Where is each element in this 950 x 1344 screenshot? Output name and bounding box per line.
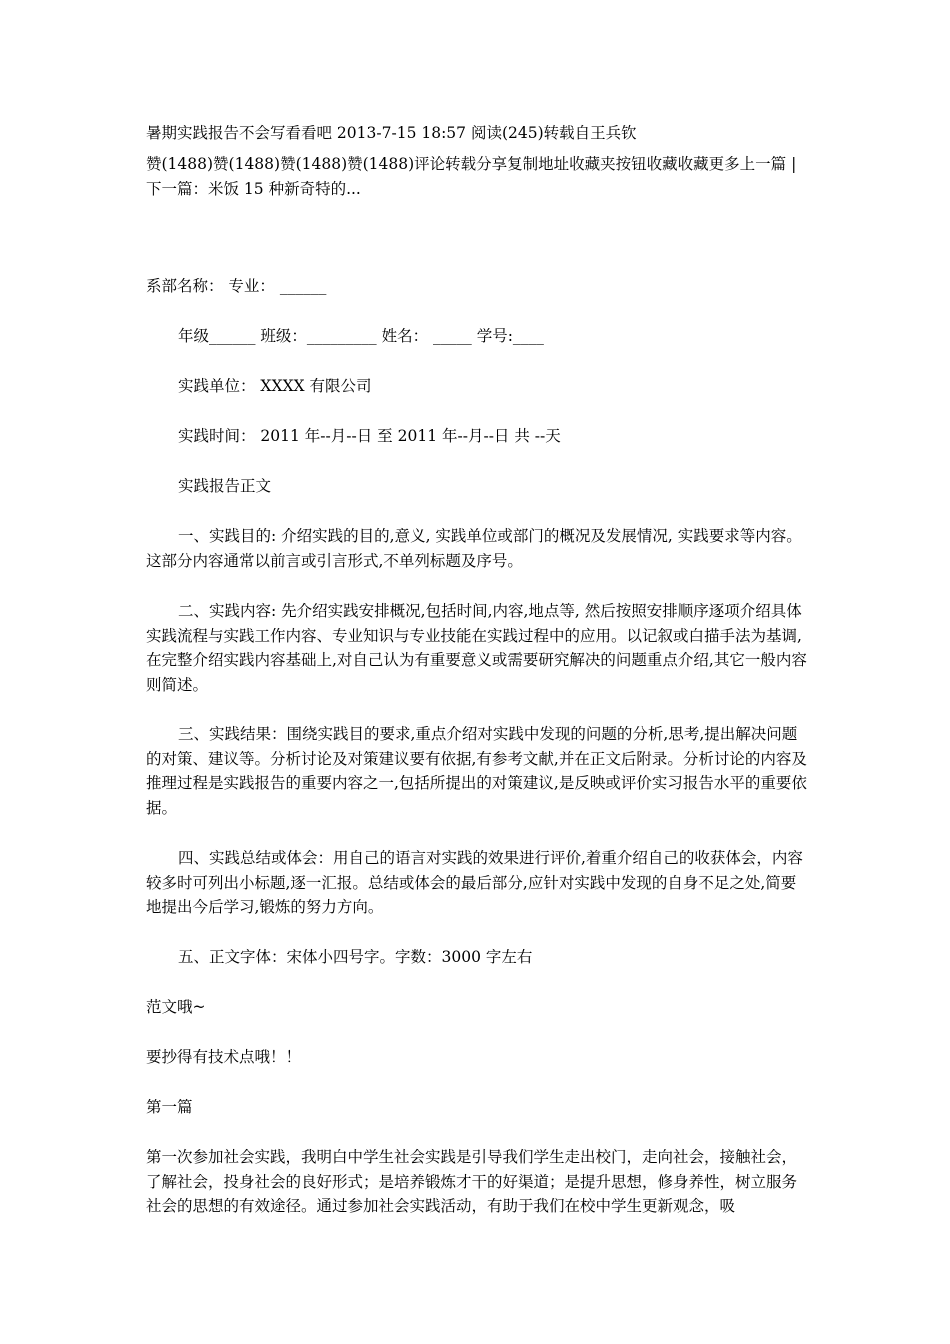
section-results: 三、实践结果：围绕实践目的要求,重点介绍对实践中发现的问题的分析,思考,提出解决问题的对策、建议等。分析讨论及对策建议要有依据,有参考文献,并在正文后附录。分析讨论的内容及推理过程是实践报告的重要内容之一,包括所提出的对策建议,是反映或评价实习报告水平的重要依据。 <box>146 725 807 817</box>
section-purpose: 一、实践目的: 介绍实践的目的,意义, 实践单位或部门的概况及发展情况, 实践要求等内容。这部分内容通常以前言或引言形式,不单列标题及序号。 <box>146 527 802 570</box>
section-summary: 四、实践总结或体会：用自己的语言对实践的效果进行评价,着重介绍自己的收获体会，内容较多时可列出小标题,逐一汇报。总结或体会的最后部分,应针对实践中发现的自身不足之处,简要地提出今后学习,锻炼的努力方向。 <box>146 849 803 916</box>
dept-line: 系部名称： 专业： ______ <box>146 277 327 295</box>
header-line-2: 赞(1488)赞(1488)赞(1488)赞(1488)评论转载分享复制地址收藏夹按钮收藏收藏更多上一篇 | 下一篇：米饭 15 种新奇特的... <box>146 155 802 198</box>
section-font: 五、正文字体：宋体小四号字。字数：3000 字左右 <box>178 948 533 966</box>
section-content: 二、实践内容: 先介绍实践安排概况,包括时间,内容,地点等, 然后按照安排顺序逐项介绍具体实践流程与实践工作内容、专业知识与专业技能在实践过程中的应用。以记叙或白描手法为基调,在完整介绍实践内容基础上,对自己认为有重要意义或需要研究解决的问题重点介绍,其它一般内容则简述。 <box>146 602 807 694</box>
chapter-title: 第一篇 <box>146 1098 193 1116</box>
essay-paragraph: 第一次参加社会实践，我明白中学生社会实践是引导我们学生走出校门，走向社会，接触社会，了解社会，投身社会的良好形式；是培养锻炼才干的好渠道；是提升思想，修身养性，树立服务社会的思想的有效途径。通过参加社会实践活动，有助于我们在校中学生更新观念，吸 <box>146 1148 798 1215</box>
sample-note: 范文哦~ <box>146 998 206 1016</box>
tip-note: 要抄得有技术点哦！！ <box>146 1048 302 1066</box>
header-line-1: 暑期实践报告不会写看看吧 2013-7-15 18:57 阅读(245)转载自王兵钦 <box>146 124 637 142</box>
unit-line: 实践单位： XXXX 有限公司 <box>178 377 372 395</box>
body-title: 实践报告正文 <box>178 477 272 495</box>
time-line: 实践时间： 2011 年--月--日 至 2011 年--月--日 共 --天 <box>178 427 561 445</box>
grade-line: 年级______ 班级：_________ 姓名： _____ 学号:____ <box>178 327 544 345</box>
